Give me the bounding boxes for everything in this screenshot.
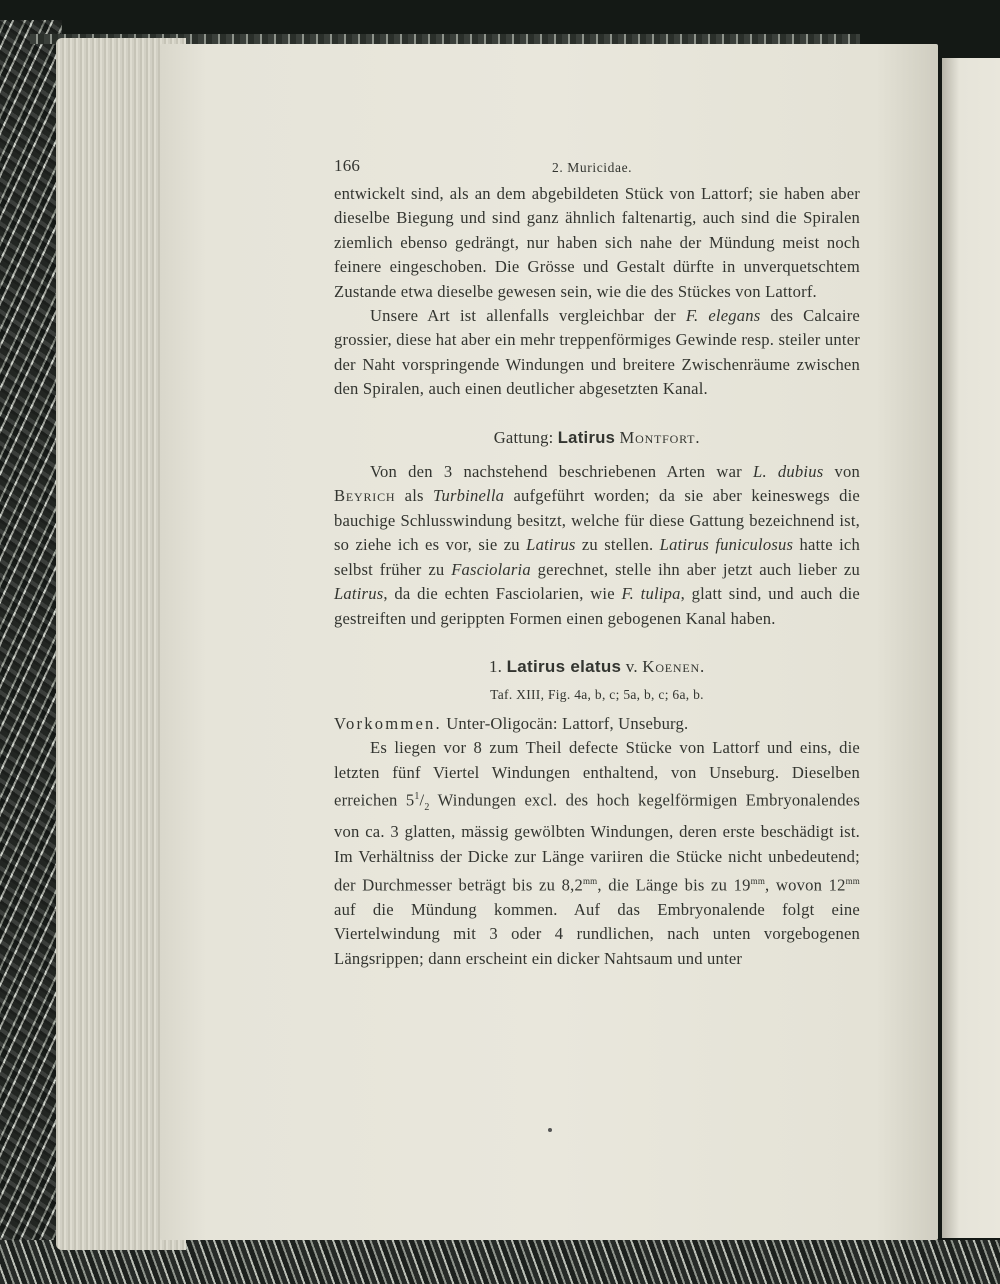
paragraph-1 [334,182,860,304]
text-line: auch sind die Spiralen ziemlich ebenso gedrängt, nur haben sich [334,208,861,252]
page-text [334,150,860,971]
fraction-denominator: 2 [424,801,430,813]
text-run: aufgeführt worden; da sie aber keineswegs die bauchige Schlusswindung besitzt, welche für diese Gattung bezeichnend ist, so ziehe ich es vor, sie zu [334,486,860,555]
text-run: Es liegen vor 8 zum Theil defecte Stücke von Lattorf und eins, die letzten fünf Viertel Windungen enthaltend, von Unseburg. Dieselben erreichen 5 [334,738,860,810]
text-run: gerechnet, stelle ihn aber jetzt auch lieber zu [530,559,860,579]
author-name: Beyrich [334,486,396,506]
genus-heading-prefix: Gattung: [493,427,558,447]
text-run: zu stellen. [575,535,660,555]
occurrence-text: Unter-Oligocän: Lattorf, Unseburg. [441,713,689,733]
fraction-numerator: 1 [414,790,420,802]
page-number: 166 [334,156,361,175]
taxon-name: Latirus [526,535,576,555]
text-run: als [395,486,433,506]
page-speck [548,1128,552,1132]
species-author-prefix: v. [621,656,643,676]
taxon-name: Fasciolaria [451,559,531,579]
text-run: Von den 3 nachstehend beschriebenen Arten war [370,462,754,482]
taxon-name: Turbinella [433,486,505,506]
unit-superscript: mm [750,876,766,886]
paragraph-3 [334,460,860,631]
text-run: , da die echten Fasciolarien, wie [383,584,622,604]
text-run: Windungen excl. des hoch kegelförmigen Embryonalendes von ca. 3 glatten, mässig gewölbten Windungen, deren erste beschädigt ist. Im Verhältniss der Dicke zur Länge variiren die Stücke nicht unbedeutend; der Durchmesser beträgt bis zu 8,2 [334,790,860,895]
text-line: entwickelt sind, als an dem abgebildeten Stück von Lattorf; sie [334,184,785,203]
text-line: haben aber dieselbe Biegung und sind ganz ähnlich faltenartig, [334,184,860,228]
book-cover-left [0,20,62,1284]
running-head [334,150,860,182]
paragraph-4 [334,736,860,971]
text-run: auf die Mündung kommen. Auf das Embryonalende folgt eine Viertelwindung mit 3 oder 4 rundlichen, nach unten vorgebogenen Längsrippen; dann erscheint ein dicker Nahtsaum und unter [334,899,860,968]
text-run: , wovon 12 [765,875,846,895]
taxon-name: L. dubius [753,462,824,482]
species-number: 1. [488,656,507,676]
text-run: , die Länge bis zu 19 [597,875,751,895]
species-name: Latirus elatus [506,656,622,676]
taxon-name: F. elegans [685,306,761,326]
taxon-name: F. tulipa [621,584,681,604]
taxon-name: Latirus [334,584,384,604]
paragraph-2 [334,304,860,402]
genus-heading [334,426,860,450]
unit-superscript: mm [845,876,860,886]
text-run: , glatt sind, und auch die gestreiften und gerippten Formen einen gebogenen Kanal haben. [334,584,860,628]
running-title: 2. Muricidae. [552,160,633,175]
text-run: des Calcaire grossier, diese hat aber ein mehr treppenförmiges Gewinde resp. steiler unter der Naht vorspringende Windungen und breitere Zwischenräume zwischen den Spiralen, auch einen deutlicher abgesetzten Kanal. [334,306,860,399]
text-line: und Gestalt dürfte in unverquetschtem Zustande etwa dieselbe [334,257,860,301]
text-line: nahe der Mündung meist noch feinere eingeschoben. Die Grösse [334,232,860,277]
plate-reference: Taf. XIII, Fig. 4a, b, c; 5a, b, c; 6a, b. [490,687,704,703]
fraction-slash: / [419,790,425,810]
text-run: hatte ich selbst früher zu [334,535,860,579]
genus-author: Montfort. [619,427,701,447]
occurrence-line [334,712,860,736]
unit-superscript: mm [582,876,598,886]
facing-page-edge [942,58,1000,1238]
genus-name: Latirus [557,427,616,447]
text-run: Unsere Art ist allenfalls vergleichbar der [370,306,686,326]
species-heading [334,655,860,679]
species-author: Koenen. [642,656,706,676]
taxon-name: Latirus funiculosus [659,535,794,555]
text-line: gewesen sein, wie die des Stückes von Lattorf. [497,281,817,301]
text-run: von [823,462,860,482]
occurrence-label: Vorkommen. [334,713,442,733]
